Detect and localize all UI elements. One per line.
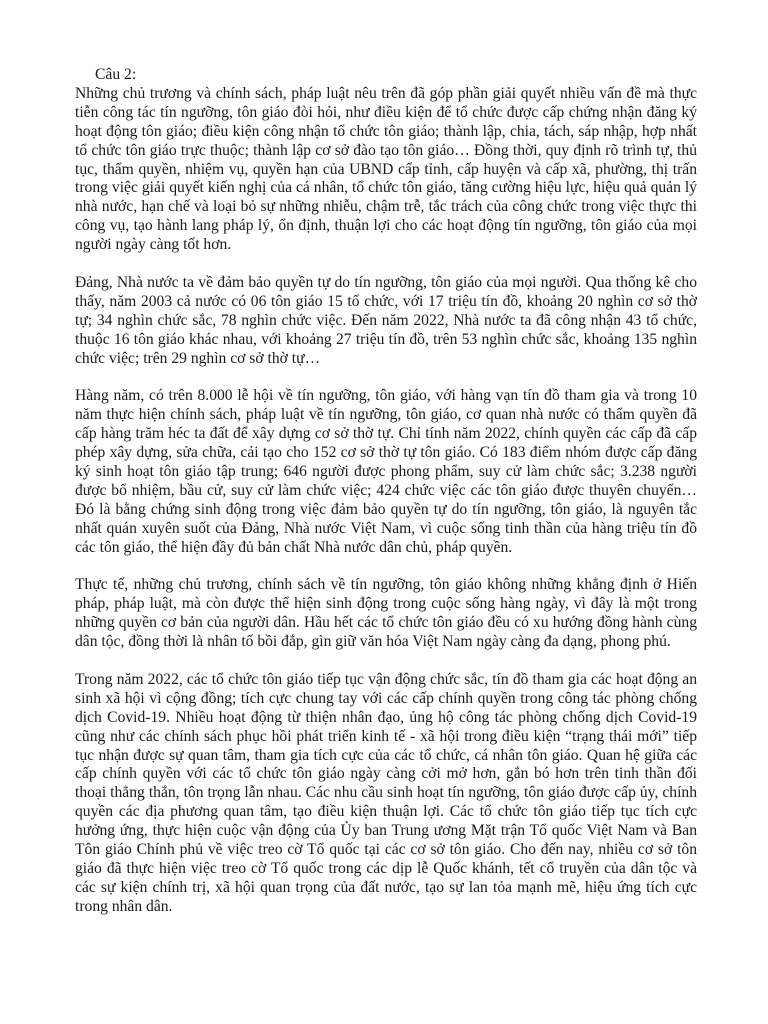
document-page: [75, 66, 697, 917]
paragraph-1: Những chủ trương và chính sách, pháp luật nêu trên đã góp phần giải quyết nhiều vấn đề mà thực tiễn công tác tín ngưỡng, tôn giáo đòi hỏi, như điều kiện để tổ chức được cấp chứng nhận đăng ký hoạt động tôn giáo; điều kiện công nhận tổ chức tôn giáo; thành lập, chia, tách, sáp nhập, hợp nhất tổ chức tôn giáo trực thuộc; thành lập cơ sở đào tạo tôn giáo… Đồng thời, quy định rõ trình tự, thủ tục, thẩm quyền, nhiệm vụ, quyền hạn của UBND cấp tỉnh, cấp huyện và cấp xã, phường, thị trấn trong việc giải quyết kiến nghị của cá nhân, tổ chức tôn giáo, tăng cường hiệu lực, hiệu quả quản lý nhà nước, hạn chế và loại bỏ sự những nhiễu, chậm trễ, tắc trách của công chức trong việc thực thi công vụ, tạo hành lang pháp lý, ổn định, thuận lợi cho các hoạt động tín ngưỡng, tôn giáo của mọi người ngày càng tốt hơn.: [75, 84, 697, 254]
paragraph-3: Hàng năm, có trên 8.000 lễ hội về tín ngưỡng, tôn giáo, với hàng vạn tín đồ tham gia và trong 10 năm thực hiện chính sách, pháp luật về tín ngưỡng, tôn giáo, cơ quan nhà nước có thẩm quyền đã cấp hàng trăm héc ta đất để xây dựng cơ sở thờ tự. Chỉ tính năm 2022, chính quyền các cấp đã cấp phép xây dựng, sửa chữa, cải tạo cho 152 cơ sở thờ tự tôn giáo. Có 183 điểm nhóm được cấp đăng ký sinh hoạt tôn giáo tập trung; 646 người được phong phẩm, suy cử làm chức sắc; 3.238 người được bổ nhiệm, bầu cử, suy cử làm chức việc; 424 chức việc các tôn giáo được thuyên chuyển… Đó là bằng chứng sinh động trong việc đảm bảo quyền tự do tín ngưỡng, tôn giáo, là nguyên tắc nhất quán xuyên suốt của Đảng, Nhà nước Việt Nam, vì cuộc sống tinh thần của hàng triệu tín đồ các tôn giáo, thể hiện đầy đủ bản chất Nhà nước dân chủ, pháp quyền.: [75, 387, 697, 556]
paragraph-5: Trong năm 2022, các tổ chức tôn giáo tiếp tục vận động chức sắc, tín đồ tham gia các hoạt động an sinh xã hội vì cộng đồng; tích cực chung tay với các cấp chính quyền trong công tác phòng chống dịch Covid-19. Nhiều hoạt động từ thiện nhân đạo, ủng hộ công tác phòng chống dịch Covid-19 cũng như các chính sách phục hồi phát triển kinh tế - xã hội trong điều kiện “trạng thái mới” tiếp tục nhận được sự quan tâm, tham gia tích cực của các tổ chức, cá nhân tôn giáo. Quan hệ giữa các cấp chính quyền với các tổ chức tôn giáo ngày càng cởi mở hơn, gắn bó hơn trên tinh thần đối thoại thẳng thắn, tôn trọng lẫn nhau. Các nhu cầu sinh hoạt tín ngưỡng, tôn giáo được cấp ủy, chính quyền các địa phương quan tâm, tạo điều kiện thuận lợi. Các tổ chức tôn giáo tiếp tục tích cực hưởng ứng, thực hiện cuộc vận động của Ủy ban Trung ương Mặt trận Tổ quốc Việt Nam và Ban Tôn giáo Chính phủ về việc treo cờ Tổ quốc tại các cơ sở tôn giáo. Cho đến nay, nhiều cơ sở tôn giáo đã thực hiện việc treo cờ Tổ quốc trong các dịp lễ Quốc khánh, tết cổ truyền của dân tộc và các sự kiện chính trị, xã hội quan trọng của đất nước, tạo sự lan tỏa mạnh mẽ, hiệu ứng tích cực trong nhân dân.: [75, 670, 697, 915]
paragraph-4: Thực tế, những chủ trương, chính sách về tín ngưỡng, tôn giáo không những khẳng định ở Hiến pháp, pháp luật, mà còn được thể hiện sinh động trong cuộc sống hàng ngày, vì đây là một trong những quyền cơ bản của người dân. Hầu hết các tổ chức tôn giáo đều có xu hướng đồng hành cùng dân tộc, đồng thời là nhân tố bồi đắp, gìn giữ văn hóa Việt Nam ngày càng đa dạng, phong phú.: [75, 576, 697, 651]
question-heading: Câu 2:: [95, 66, 137, 83]
paragraph-2: Đảng, Nhà nước ta về đảm bảo quyền tự do tín ngưỡng, tôn giáo của mọi người. Qua thống kê cho thấy, năm 2003 cả nước có 06 tôn giáo 15 tổ chức, với 17 triệu tín đồ, khoảng 20 nghìn cơ sở thờ tự; 34 nghìn chức sắc, 78 nghìn chức việc. Đến năm 2022, Nhà nước ta đã công nhận 43 tổ chức, thuộc 16 tôn giáo khác nhau, với khoảng 27 triệu tín đồ, trên 53 nghìn chức sắc, khoảng 135 nghìn chức việc; trên 29 nghìn cơ sở thờ tự…: [75, 273, 697, 367]
